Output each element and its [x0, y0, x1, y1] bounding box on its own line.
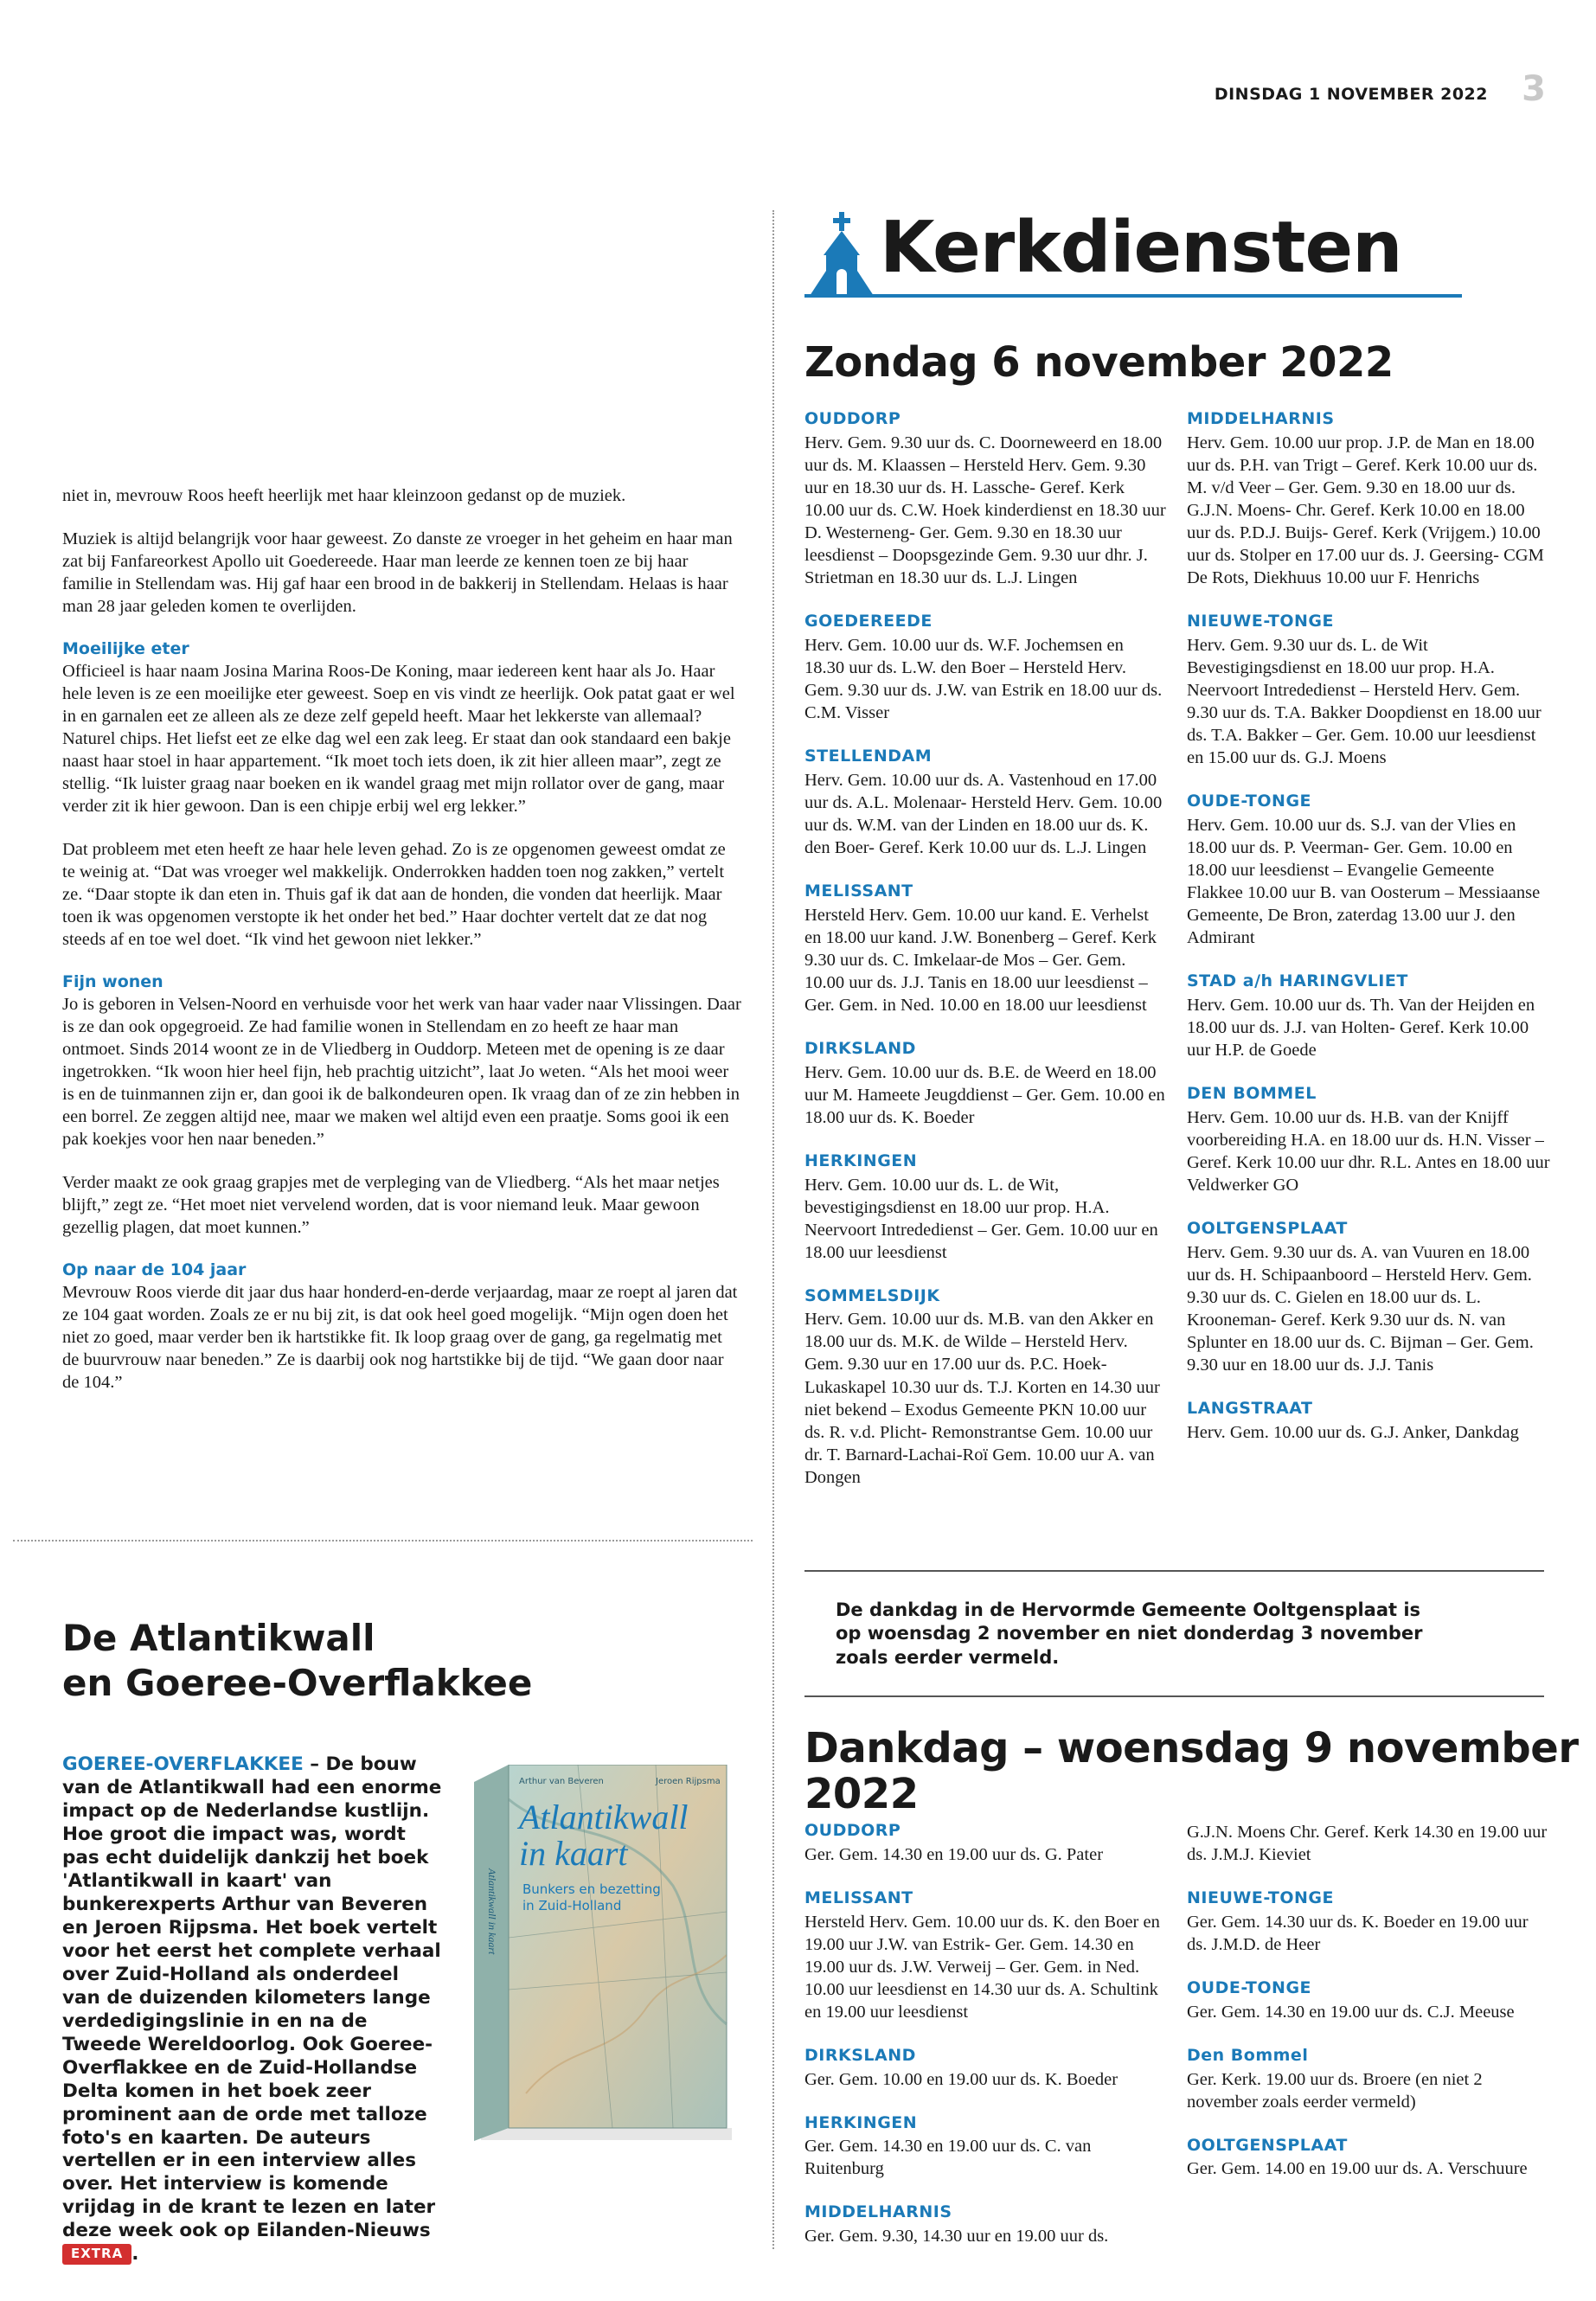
book-spine-title: Atlantikwall in kaart	[486, 1868, 498, 1955]
place-name: HERKINGEN	[804, 2112, 918, 2132]
place-name: DIRKSLAND	[804, 2045, 916, 2065]
service-text: Herv. Gem. 9.30 uur ds. A. van Vuuren en 18.00 uur ds. H. Schipaanboord – Hersteld Herv. Gem. 9.30 uur ds. C. Gielen en 18.00 uur ds. L. Krooneman- Geref. Kerk 9.30 uur ds. N. van Splunter en 18.00 uur ds. C. Bijman – Ger. Gem. 9.30 uur en 18.00 uur ds. J.J. Tanis	[1187, 1242, 1534, 1375]
body-end: .	[131, 2243, 139, 2266]
article-paragraph: Mevrouw Roos vierde dit jaar dus haar honderd-en-derde verjaardag, maar ze roept al jaren dat ze 104 gaat worden. Zoals ze er nu bij zit, is dat ook heel goed mogelijk. “Mijn ogen doen het niet zo goed, maar verder ben ik hartstikke fit. Ik loop graag over de gang, ga regelmatig met de buurvrouw naar beneden.” Ze is daarbij ook nog hartstikke bij de tijd. “We gaan door naar de 104.”	[62, 1282, 738, 1393]
place-name: OOLTGENSPLAAT	[1187, 2135, 1348, 2155]
atlantikwall-body	[62, 1753, 443, 2266]
place-name: DEN BOMMEL	[1187, 1083, 1317, 1103]
service-text: Ger. Gem. 14.30 en 19.00 uur ds. C.J. Meeuse	[1187, 2002, 1515, 2022]
service-text: G.J.N. Moens Chr. Geref. Kerk 14.30 en 19.00 uur ds. J.M.J. Kieviet	[1187, 1823, 1548, 1865]
service-text: Herv. Gem. 10.00 uur ds. L. de Wit, bevestigingsdienst en 18.00 uur prop. H.A. Neervoort Intrededienst – Ger. Gem. 10.00 uur en 18.00 uur leesdienst	[804, 1175, 1158, 1262]
place-name: GOEDEREEDE	[804, 612, 933, 631]
column-divider	[772, 210, 774, 2249]
body-text: – De bouw van de Atlantikwall had een enorme impact op de Nederlandse kustlijn. Hoe groot die impact was, wordt pas echt duidelijk dankzij het boek 'Atlantikwall in kaart' van bunkerexperts Arthur van Beveren en Jeroen Rijpsma. Het boek vertelt voor het eerst het complete verhaal over Zuid-Holland als onderdeel van de duizenden kilometers lange verdedigingslinie in en na de Tweede Wereldoorlog. Ook Goeree-Overflakkee en de Zuid-Hollandse Delta komen in het boek zeer prominent aan de orde met talloze foto's en kaarten. De auteurs vertellen er in een interview alles over. Het interview is komende vrijdag in de krant te lezen en later deze week ook op Eilanden-Nieuws	[62, 1753, 442, 2242]
sunday-heading: Zondag 6 november 2022	[804, 338, 1394, 387]
service-text: Hersteld Herv. Gem. 10.00 uur ds. K. den Boer en 19.00 uur J.W. van Estrik- Ger. Gem. 14.30 en 19.00 uur ds. J.W. Verweij – Ger. Gem. in Ned. 10.00 uur leesdienst en 14.30 uur ds. A. Schultink en 19.00 uur leesdienst	[804, 1912, 1160, 2022]
kicker: GOEREE-OVERFLAKKEE	[62, 1753, 304, 1775]
header-date: DINSDAG 1 NOVEMBER 2022	[1214, 85, 1488, 104]
place-name: STELLENDAM	[804, 746, 933, 766]
atlantikwall-title	[62, 1616, 581, 1705]
book-title-line: in kaart	[519, 1834, 628, 1873]
article-subheading: Moeilijke eter	[62, 639, 189, 659]
place-name: MELISSANT	[804, 881, 913, 901]
section-divider-left	[13, 1540, 753, 1541]
service-text: Herv. Gem. 10.00 uur ds. H.B. van der Knijff voorbereiding H.A. en 18.00 uur ds. H.N. Visser – Geref. Kerk 10.00 uur dhr. R.L. Antes en 18.00 uur Veldwerker GO	[1187, 1107, 1550, 1195]
sunday-column-1	[804, 409, 1168, 1489]
dankdag-column-2	[1187, 1821, 1550, 2180]
article-paragraph: Officieel is haar naam Josina Marina Roos-De Koning, maar iedereen kent haar als Jo. Haar hele leven is ze een moeilijke eter geweest. Soep en vis vindt ze heerlijk. Ook patat gaat er wel in en garnalen eet ze alleen als ze deze zelf gepeld heeft. Maar het lekkerste van allemaal? Naturel chips. Het liefst eet ze elke dag wel een zak leeg. Er staat dan ook standaard een bakje naast haar stoel in haar appartement. “Ik moet toch iets doen, ik zit hier alleen maar”, zegt ze stellig. “Ik luister graag naar boeken en ik wandel graag met mijn rollator over de gang, maar verder zit ik hier gewoon. Dan is een chipje erbij wel erg lekker.”	[62, 661, 735, 817]
title-underline	[804, 294, 1462, 298]
article-subheading: Fijn wonen	[62, 972, 163, 992]
title-line: De Atlantikwall	[62, 1617, 375, 1659]
section-divider-right	[804, 1570, 1544, 1572]
book-title-line: Atlantikwall	[519, 1798, 689, 1836]
article-subheading: Op naar de 104 jaar	[62, 1260, 247, 1280]
service-text: Ger. Gem. 14.30 uur ds. K. Boeder en 19.00 uur ds. J.M.D. de Heer	[1187, 1912, 1529, 1954]
place-name: OUDE-TONGE	[1187, 792, 1312, 811]
service-text: Herv. Gem. 10.00 uur ds. G.J. Anker, Dankdag	[1187, 1422, 1519, 1442]
place-name: STAD a/h HARINGVLIET	[1187, 971, 1408, 990]
service-text: Ger. Gem. 14.00 en 19.00 uur ds. A. Verschuure	[1187, 2159, 1528, 2179]
church-icon	[808, 210, 875, 297]
place-name: LANGSTRAAT	[1187, 1398, 1313, 1418]
extra-badge: EXTRA	[62, 2244, 131, 2265]
book-title	[519, 1799, 689, 1872]
page-number: 3	[1522, 69, 1546, 109]
book-author: Arthur van Beveren	[519, 1777, 604, 1786]
place-name: MIDDELHARNIS	[1187, 409, 1335, 428]
service-text: Ger. Gem. 9.30, 14.30 uur en 19.00 uur ds.	[804, 2227, 1109, 2247]
title-line: en Goeree-Overflakkee	[62, 1661, 533, 1704]
place-name: SOMMELSDIJK	[804, 1285, 940, 1305]
article-paragraph: Muziek is altijd belangrijk voor haar geweest. Zo danste ze vroeger in het geheim en haar man zat bij Fanfareorkest Apollo uit Goedereede. Haar man leerde ze kennen toen ze bij haar familie in Stellendam was. Hij gaf haar een brood in de bakkerij in Stellendam. Helaas is haar man 28 jaar geleden komen te overlijden.	[62, 529, 733, 617]
article-paragraph: Dat probleem met eten heeft ze haar hele leven gehad. Zo is ze opgenomen geweest omdat ze te weinig at. “Dat was vroeger wel makkelijk. Onderrokken hadden toen nog zakken,” vertelt ze. “Daar stopte ik dan eten in. Thuis gaf ik dat aan de honden, die vonden dat heerlijk. Maar toen ik was opgenomen verstopte ik het onder het bed.” Haar dochter vertelt dat ze dat nog steeds af en toe wel doet. “Ik vind het gewoon niet lekker.”	[62, 840, 726, 950]
place-name: NIEUWE-TONGE	[1187, 612, 1334, 631]
service-text: Ger. Gem. 10.00 en 19.00 uur ds. K. Boeder	[804, 2069, 1118, 2089]
book-subtitle-line: Bunkers en bezetting	[522, 1881, 661, 1897]
place-name: DIRKSLAND	[804, 1038, 916, 1058]
service-text: Herv. Gem. 10.00 uur ds. Th. Van der Heijden en 18.00 uur ds. J.J. van Holten- Geref. Kerk 10.00 uur H.P. de Goede	[1187, 995, 1535, 1060]
service-text: Ger. Kerk. 19.00 uur ds. Broere (en niet 2 november zoals eerder vermeld)	[1187, 2069, 1483, 2112]
article-paragraph: Verder maakt ze ook graag grapjes met de verpleging van de Vliedberg. “Als het maar netjes blijft,” zegt ze. “Het moet niet vervelend worden, dat is voor niemand leuk. Maar gewoon gezellig plagen, dat moet kunnen.”	[62, 1173, 720, 1238]
service-text: Herv. Gem. 10.00 uur ds. S.J. van der Vlies en 18.00 uur ds. P. Veerman- Ger. Gem. 10.00 en 18.00 uur leesdienst – Evangelie Gemeente Flakkee 10.00 uur B. van Oosterum – Messiaanse Gemeente, De Bron, zaterdag 13.00 uur J. den Admirant	[1187, 815, 1541, 947]
service-text: Herv. Gem. 10.00 uur ds. W.F. Jochemsen en 18.30 uur ds. L.W. den Boer – Hersteld Herv. Gem. 9.30 uur ds. J.W. van Estrik en 18.00 uur ds. C.M. Visser	[804, 635, 1163, 722]
place-name: OUDDORP	[804, 1821, 901, 1840]
article-paragraph: Jo is geboren in Velsen-Noord en verhuisde voor het werk van haar vader naar Vlissingen. Daar is ze dan ook opgegroeid. Ze had familie wonen in Stellendam en zo heeft ze haar man ontmoet. Sinds 2014 woont ze in de Vliedberg in Ouddorp. Meteen met de opening is ze daar ingetrokken. “Ik woon hier heel fijn, heb prachtig uitzicht”, laat Jo weten. “Als het mooi weer is en de tuinmannen zijn er, dan gooi ik de balkondeuren open. Ik vraag dan of ze zin hebben in een borrel. Ze zeggen altijd nee, maar we maken wel altijd even een praatje. Soms gooi ik een pak koekjes voor hen naar beneden.”	[62, 994, 741, 1150]
dankdag-column-1	[804, 1821, 1168, 2247]
notice-divider	[804, 1695, 1544, 1697]
dankdag-heading: Dankdag – woensdag 9 november 2022	[804, 1724, 1579, 1818]
service-text: Herv. Gem. 10.00 uur ds. A. Vastenhoud en 17.00 uur ds. A.L. Molenaar- Hersteld Herv. Gem. 10.00 uur ds. W.M. van der Linden en 18.00 uur ds. K. den Boer- Geref. Kerk 10.00 uur ds. L.J. Lingen	[804, 770, 1163, 857]
place-name: NIEUWE-TONGE	[1187, 1888, 1334, 1908]
service-text: Herv. Gem. 10.00 uur prop. J.P. de Man en 18.00 uur ds. P.H. van Trigt – Geref. Kerk 10.00 uur ds. M. v/d Veer – Ger. Gem. 9.30 en 18.00 uur ds. G.J.N. Moens- Chr. Geref. Kerk 10.00 en 18.00 uur ds. P.D.J. Buijs- Geref. Kerk (Vrijgem.) 10.00 uur ds. Stolper en 17.00 uur ds. J. Geersing- CGM De Rots, Diekhuus 10.00 uur F. Henrichs	[1187, 433, 1544, 587]
book-author: Jeroen Rijpsma	[656, 1777, 721, 1786]
book-cover-image	[474, 1765, 734, 2145]
service-text: Herv. Gem. 9.30 uur ds. C. Doorneweerd en 18.00 uur ds. M. Klaassen – Hersteld Herv. Gem. 9.30 uur en 18.30 uur ds. H. Lassche- Geref. Kerk 10.00 uur ds. C.W. Hoek kinderdienst en 18.30 uur D. Westerneng- Ger. Gem. 9.30 en 18.30 uur leesdienst – Doopsgezinde Gem. 9.30 uur dhr. J. Strietman en 18.30 uur ds. L.J. Lingen	[804, 433, 1166, 587]
sunday-column-2	[1187, 409, 1550, 1444]
book-subtitle-line: in Zuid-Holland	[522, 1897, 622, 1913]
article-paragraph: niet in, mevrouw Roos heeft heerlijk met haar kleinzoon gedanst op de muziek.	[62, 486, 626, 505]
place-name: Den Bommel	[1187, 2045, 1309, 2065]
service-text: Herv. Gem. 10.00 uur ds. M.B. van den Akker en 18.00 uur ds. M.K. de Wilde – Hersteld Herv. Gem. 9.30 uur en 17.00 uur ds. P.C. Hoek- Lukaskapel 10.30 uur ds. T.J. Korten en 14.30 uur niet bekend – Exodus Gemeente PKN 10.00 uur ds. R. v.d. Plicht- Remonstrantse Gem. 10.00 uur dr. T. Barnard-Lachai-Roï Gem. 10.00 uur A. van Dongen	[804, 1310, 1160, 1487]
article-body	[62, 484, 741, 1414]
place-name: MIDDELHARNIS	[804, 2202, 952, 2222]
service-text: Herv. Gem. 10.00 uur ds. B.E. de Weerd en 18.00 uur M. Hameete Jeugddienst – Ger. Gem. 10.00 en 18.00 uur ds. K. Boeder	[804, 1062, 1165, 1127]
section-title: Kerkdiensten	[880, 207, 1402, 289]
place-name: MELISSANT	[804, 1888, 913, 1907]
place-name: OUDDORP	[804, 409, 901, 428]
service-text: Ger. Gem. 14.30 en 19.00 uur ds. G. Pater	[804, 1844, 1104, 1864]
book-subtitle	[522, 1881, 661, 1914]
service-text: Hersteld Herv. Gem. 10.00 uur kand. E. Verhelst en 18.00 uur kand. J.W. Bonenberg – Geref. Kerk 9.30 uur ds. C. Imkelaar-de Mos – Ger. Gem. 10.00 uur ds. J.J. Tanis en 18.00 uur leesdienst – Ger. Gem. in Ned. 10.00 en 18.00 uur leesdienst	[804, 905, 1157, 1015]
dankdag-notice: De dankdag in de Hervormde Gemeente Ooltgensplaat is op woensdag 2 november en niet donderdag 3 november zoals eerder vermeld.	[836, 1599, 1423, 1668]
place-name: HERKINGEN	[804, 1150, 918, 1170]
service-text: Herv. Gem. 9.30 uur ds. L. de Wit Bevestigingsdienst en 18.00 uur prop. H.A. Neervoort Intrededienst – Hersteld Herv. Gem. 9.30 uur ds. T.A. Bakker Doopdienst en 18.00 uur ds. T.A. Bakker – Ger. Gem. 10.00 uur leesdienst en 15.00 uur ds. G.J. Moens	[1187, 635, 1542, 767]
place-name: OUDE-TONGE	[1187, 1977, 1312, 1997]
place-name: OOLTGENSPLAAT	[1187, 1218, 1348, 1238]
service-text: Ger. Gem. 14.30 en 19.00 uur ds. C. van Ruitenburg	[804, 2137, 1092, 2179]
